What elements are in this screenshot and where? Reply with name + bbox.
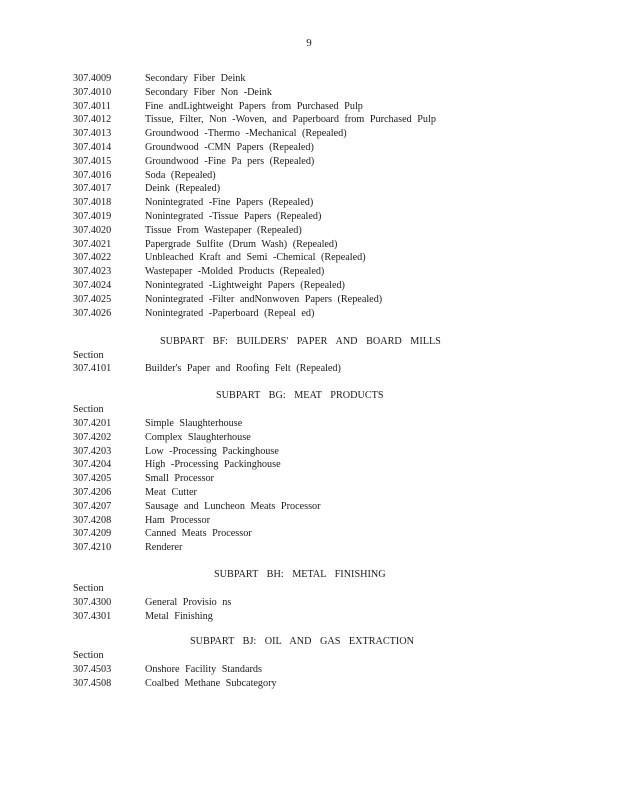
section-title: Unbleached Kraft and Semi -Chemical (Repealed) (145, 252, 366, 264)
section-number: 307.4209 (73, 528, 112, 540)
section-title: Papergrade Sulfite (Drum Wash) (Repealed) (145, 238, 338, 250)
section-title: Tissue, Filter, Non -Woven, and Paperboard from Purchased Pulp (145, 114, 436, 126)
section-label: Section (73, 350, 104, 361)
section-number: 307.4024 (73, 279, 112, 291)
table-row (73, 127, 543, 141)
section-number: 307.4301 (73, 610, 112, 622)
section-number: 307.4207 (73, 500, 112, 512)
section-title: Soda (Repealed) (145, 169, 216, 181)
section-number: 307.4020 (73, 224, 112, 236)
section-title: Complex Slaughterhouse (145, 431, 251, 443)
section-number: 307.4202 (73, 431, 112, 443)
table-row (73, 141, 543, 155)
table-row (73, 486, 543, 500)
table-row (73, 265, 543, 279)
section-number: 307.4025 (73, 293, 112, 305)
section-number: 307.4203 (73, 445, 112, 457)
section-number: 307.4009 (73, 73, 112, 84)
section-label: Section (73, 583, 104, 594)
section-list-bh (73, 596, 543, 624)
section-number: 307.4300 (73, 597, 112, 608)
table-row (73, 541, 543, 555)
section-title: Ham Processor (145, 514, 210, 526)
section-number: 307.4210 (73, 542, 112, 554)
section-number: 307.4014 (73, 141, 112, 153)
subpart-heading-bh: SUBPART BH: METAL FINISHING (214, 569, 386, 580)
section-title: Nonintegrated -Fine Papers (Repealed) (145, 197, 314, 209)
section-title: Nonintegrated -Filter andNonwoven Papers (Repealed) (145, 293, 383, 305)
subpart-heading-bj: SUBPART BJ: OIL AND GAS EXTRACTION (190, 636, 415, 647)
section-title: Groundwood -Thermo -Mechanical (Repealed) (145, 128, 347, 140)
table-row (73, 86, 543, 100)
section-title: Groundwood -CMN Papers (Repealed) (145, 141, 314, 153)
section-number: 307.4013 (73, 128, 112, 140)
table-row (73, 182, 543, 196)
section-number: 307.4201 (73, 418, 112, 429)
section-title: Simple Slaughterhouse (145, 418, 243, 429)
section-title: Low -Processing Packinghouse (145, 445, 279, 457)
section-title: Meat Cutter (145, 486, 197, 498)
section-number: 307.4018 (73, 197, 112, 209)
table-row (73, 596, 543, 610)
table-row (73, 155, 543, 169)
section-title: Secondary Fiber Deink (145, 73, 246, 84)
table-row (73, 431, 543, 445)
section-number: 307.4503 (73, 664, 112, 675)
table-row (73, 224, 543, 238)
section-title: Renderer (145, 542, 183, 554)
section-title: Nonintegrated -Lightweight Papers (Repealed) (145, 279, 345, 291)
section-number: 307.4012 (73, 114, 112, 126)
section-number: 307.4205 (73, 473, 112, 485)
section-number: 307.4208 (73, 514, 112, 526)
section-number: 307.4101 (73, 363, 112, 374)
section-number: 307.4011 (73, 100, 111, 112)
table-row (73, 72, 543, 86)
subpart-heading-bf: SUBPART BF: BUILDERS' PAPER AND BOARD MILLS (160, 336, 441, 347)
section-list-bb (73, 72, 543, 320)
table-row (73, 514, 543, 528)
table-row (73, 472, 543, 486)
table-row (73, 610, 543, 624)
subpart-heading-bg: SUBPART BG: MEAT PRODUCTS (216, 390, 384, 401)
table-row (73, 251, 543, 265)
section-title: Builder's Paper and Roofing Felt (Repealed) (145, 363, 341, 374)
table-row (73, 196, 543, 210)
table-row (73, 445, 543, 459)
section-title: High -Processing Packinghouse (145, 459, 281, 471)
section-title: Secondary Fiber Non -Deink (145, 86, 272, 98)
table-row (73, 293, 543, 307)
table-row (73, 417, 543, 431)
table-row (73, 663, 543, 677)
table-row (73, 500, 543, 514)
section-number: 307.4206 (73, 486, 112, 498)
section-title: Nonintegrated -Tissue Papers (Repealed) (145, 210, 322, 222)
section-title: Coalbed Methane Subcategory (145, 677, 277, 689)
section-title: Nonintegrated -Paperboard (Repeal ed) (145, 307, 315, 319)
section-number: 307.4016 (73, 169, 112, 181)
section-title: Metal Finishing (145, 610, 213, 622)
section-list-bf (73, 362, 543, 376)
section-title: Deink (Repealed) (145, 183, 221, 195)
section-number: 307.4023 (73, 266, 112, 278)
table-row (73, 458, 543, 472)
section-number: 307.4019 (73, 210, 112, 222)
page-number: 9 (306, 37, 312, 49)
section-number: 307.4021 (73, 238, 112, 250)
section-label: Section (73, 404, 104, 415)
section-title: Fine andLightweight Papers from Purchased Pulp (145, 100, 363, 112)
section-number: 307.4015 (73, 155, 112, 167)
table-row (73, 362, 543, 376)
section-title: Small Processor (145, 473, 214, 485)
table-row (73, 113, 543, 127)
section-title: Canned Meats Processor (145, 528, 252, 540)
table-row (73, 210, 543, 224)
section-number: 307.4017 (73, 183, 112, 195)
section-title: Wastepaper -Molded Products (Repealed) (145, 266, 325, 278)
table-row (73, 169, 543, 183)
section-title: Onshore Facility Standards (145, 664, 262, 675)
section-title: Groundwood -Fine Pa pers (Repealed) (145, 155, 315, 167)
table-row (73, 307, 543, 321)
table-row (73, 279, 543, 293)
section-number: 307.4508 (73, 677, 112, 689)
table-row (73, 527, 543, 541)
section-number: 307.4010 (73, 86, 112, 98)
section-title: Tissue From Wastepaper (Repealed) (145, 224, 302, 236)
section-title: Sausage and Luncheon Meats Processor (145, 500, 321, 512)
table-row (73, 100, 543, 114)
table-row (73, 238, 543, 252)
section-list-bj (73, 663, 543, 691)
table-row (73, 677, 543, 691)
section-label: Section (73, 650, 104, 661)
section-number: 307.4204 (73, 459, 112, 471)
section-title: General Provisio ns (145, 597, 232, 608)
section-list-bg (73, 417, 543, 555)
section-number: 307.4026 (73, 307, 112, 319)
section-number: 307.4022 (73, 252, 112, 264)
